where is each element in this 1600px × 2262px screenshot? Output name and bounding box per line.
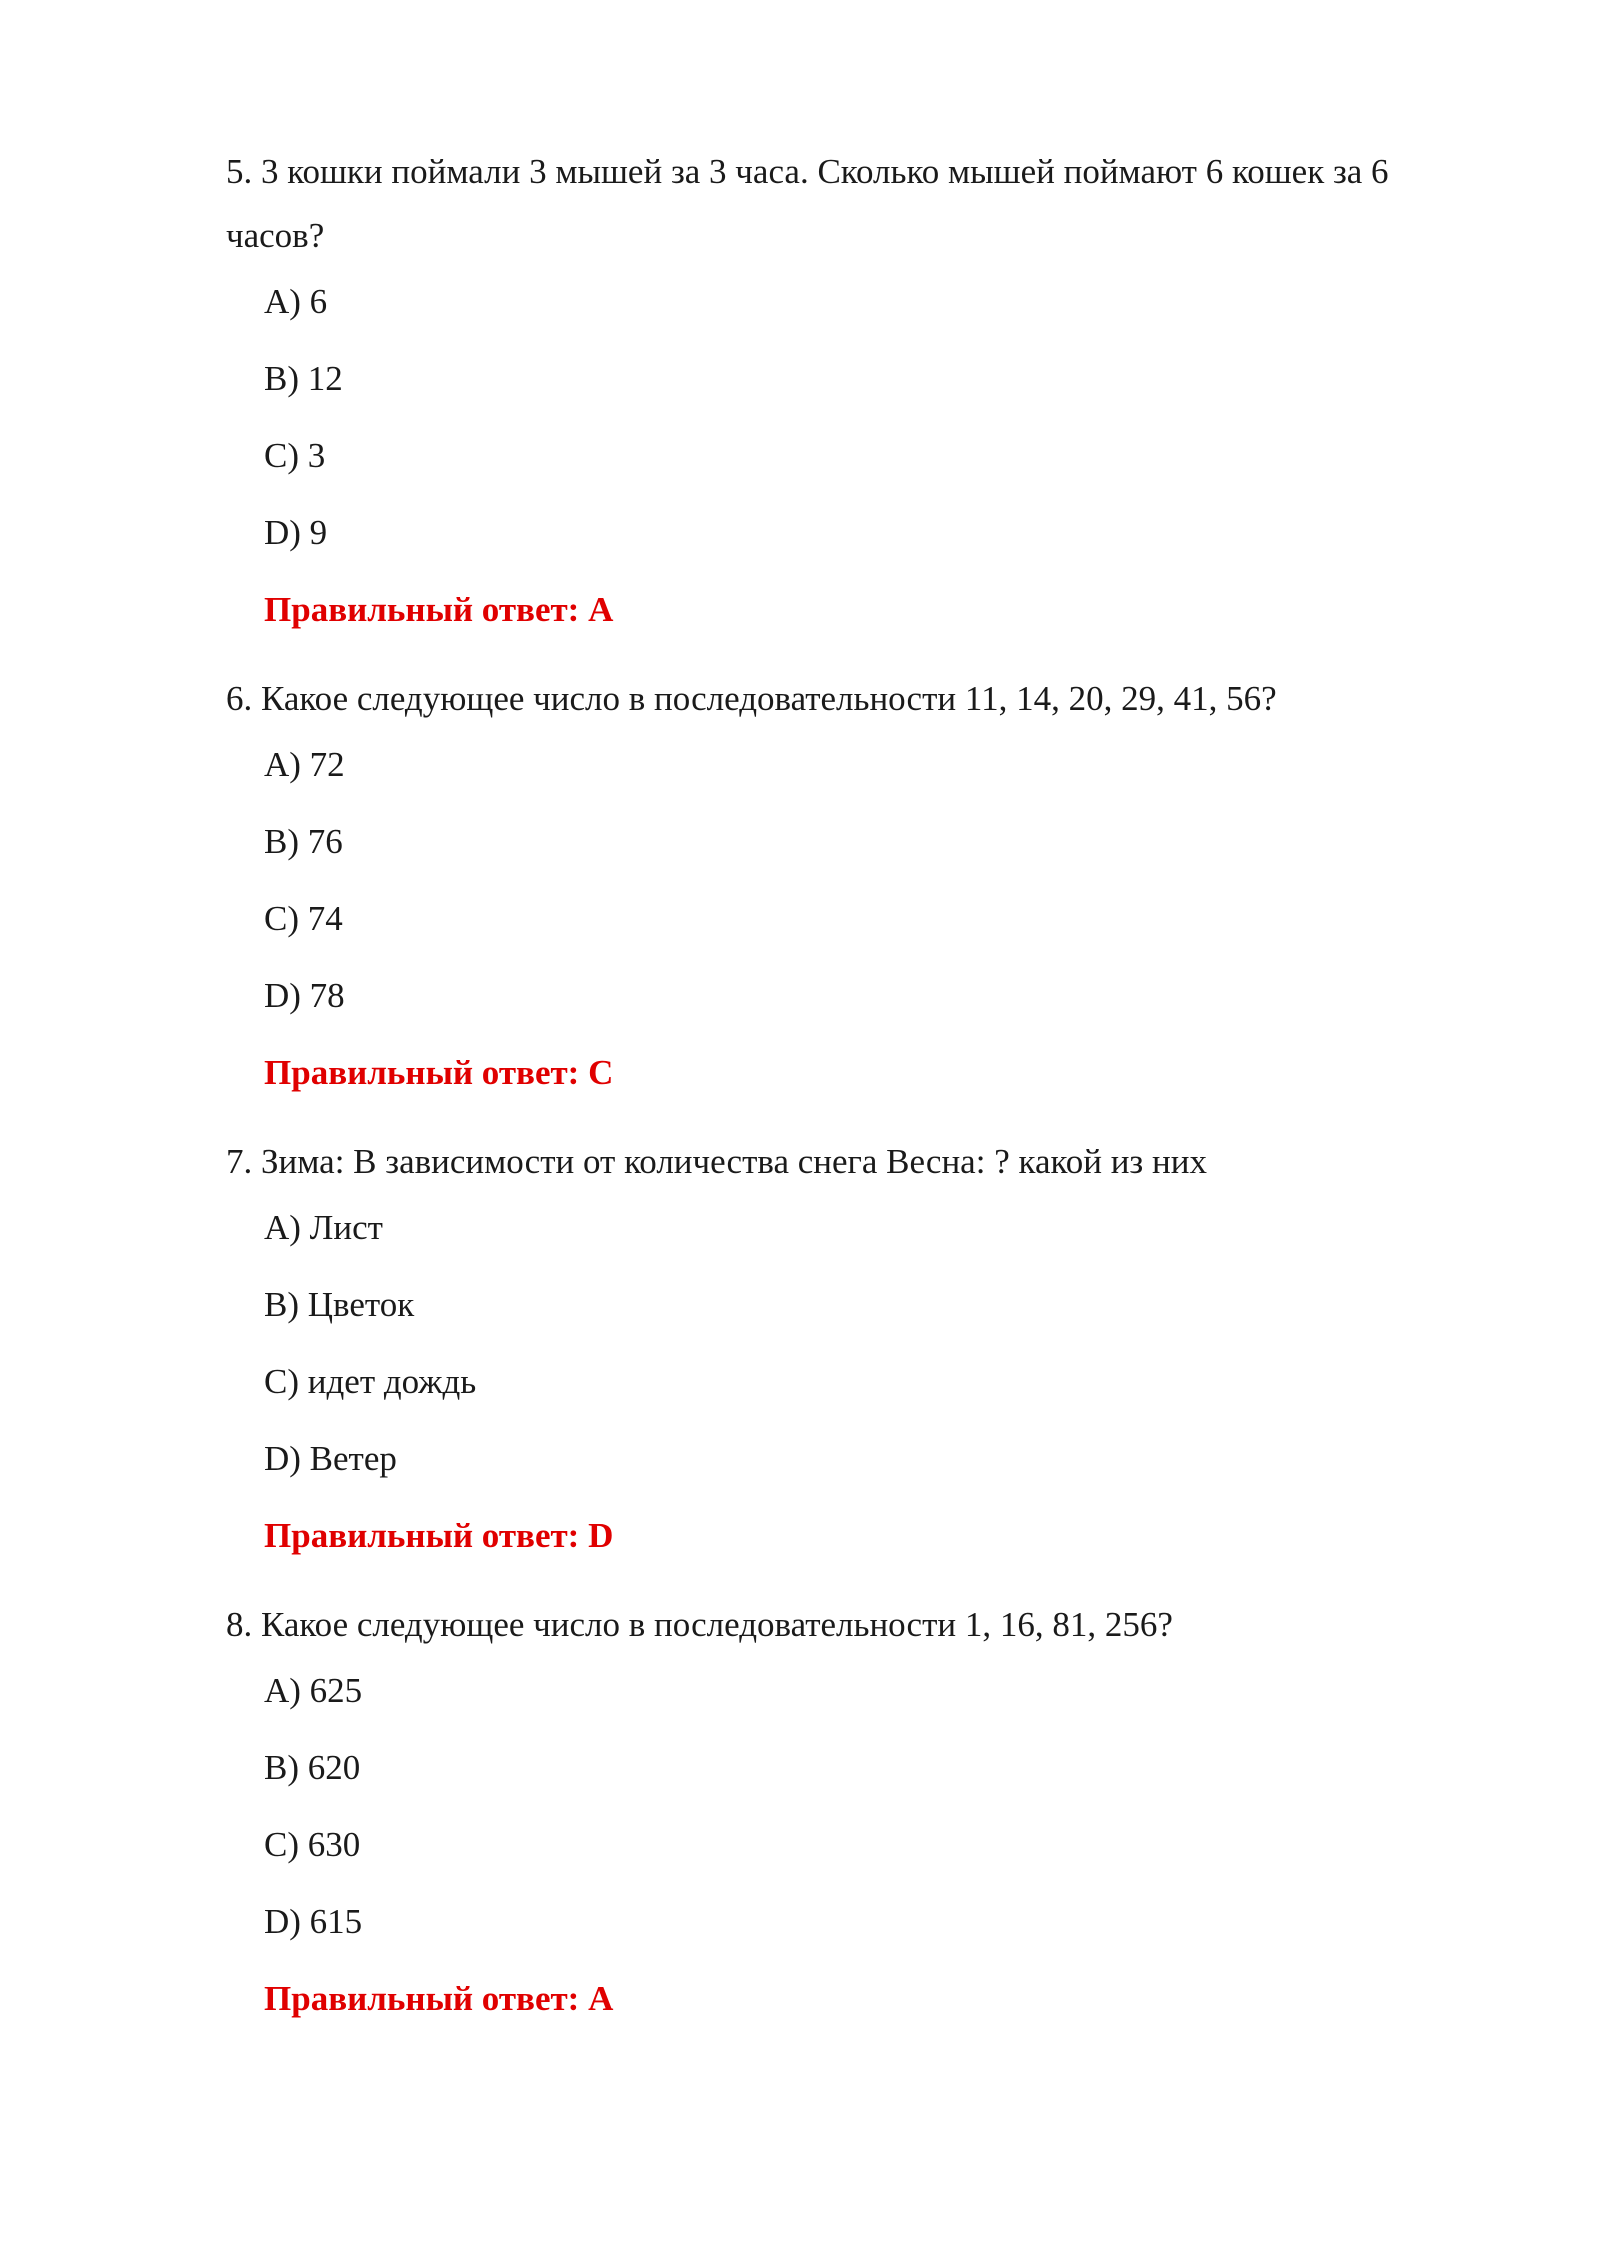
option-d: D) 9 (264, 513, 328, 552)
option-a: A) 625 (264, 1671, 363, 1710)
option-c: C) 74 (264, 899, 343, 938)
correct-answer: Правильный ответ: C (264, 1053, 614, 1092)
option-list (264, 745, 1466, 1016)
option-a: A) 72 (264, 745, 345, 784)
option-d: D) 78 (264, 976, 345, 1015)
option-d: D) Ветер (264, 1439, 397, 1478)
question-7 (226, 1130, 1466, 1556)
correct-answer: Правильный ответ: A (264, 1979, 614, 2018)
question-text: 5. 3 кошки поймали 3 мышей за 3 часа. Сколько мышей поймают 6 кошек за 6 часов? (226, 152, 1389, 255)
option-list (264, 1208, 1466, 1479)
question-list (226, 140, 1466, 2056)
correct-answer: Правильный ответ: D (264, 1516, 614, 1555)
option-b: B) Цветок (264, 1285, 415, 1324)
option-b: B) 12 (264, 359, 343, 398)
option-b: B) 620 (264, 1748, 361, 1787)
question-text: 7. Зима: В зависимости от количества снега Весна: ? какой из них (226, 1142, 1207, 1181)
option-c: C) идет дождь (264, 1362, 477, 1401)
option-c: C) 3 (264, 436, 326, 475)
correct-answer: Правильный ответ: A (264, 590, 614, 629)
option-b: B) 76 (264, 822, 343, 861)
option-list (264, 1671, 1466, 1942)
question-6 (226, 667, 1466, 1093)
option-c: C) 630 (264, 1825, 361, 1864)
option-a: A) 6 (264, 282, 328, 321)
question-text: 6. Какое следующее число в последовательности 11, 14, 20, 29, 41, 56? (226, 679, 1277, 718)
option-d: D) 615 (264, 1902, 363, 1941)
question-8 (226, 1593, 1466, 2019)
question-5 (226, 140, 1466, 630)
question-text: 8. Какое следующее число в последовательности 1, 16, 81, 256? (226, 1605, 1173, 1644)
option-list (264, 282, 1466, 553)
option-a: A) Лист (264, 1208, 383, 1247)
